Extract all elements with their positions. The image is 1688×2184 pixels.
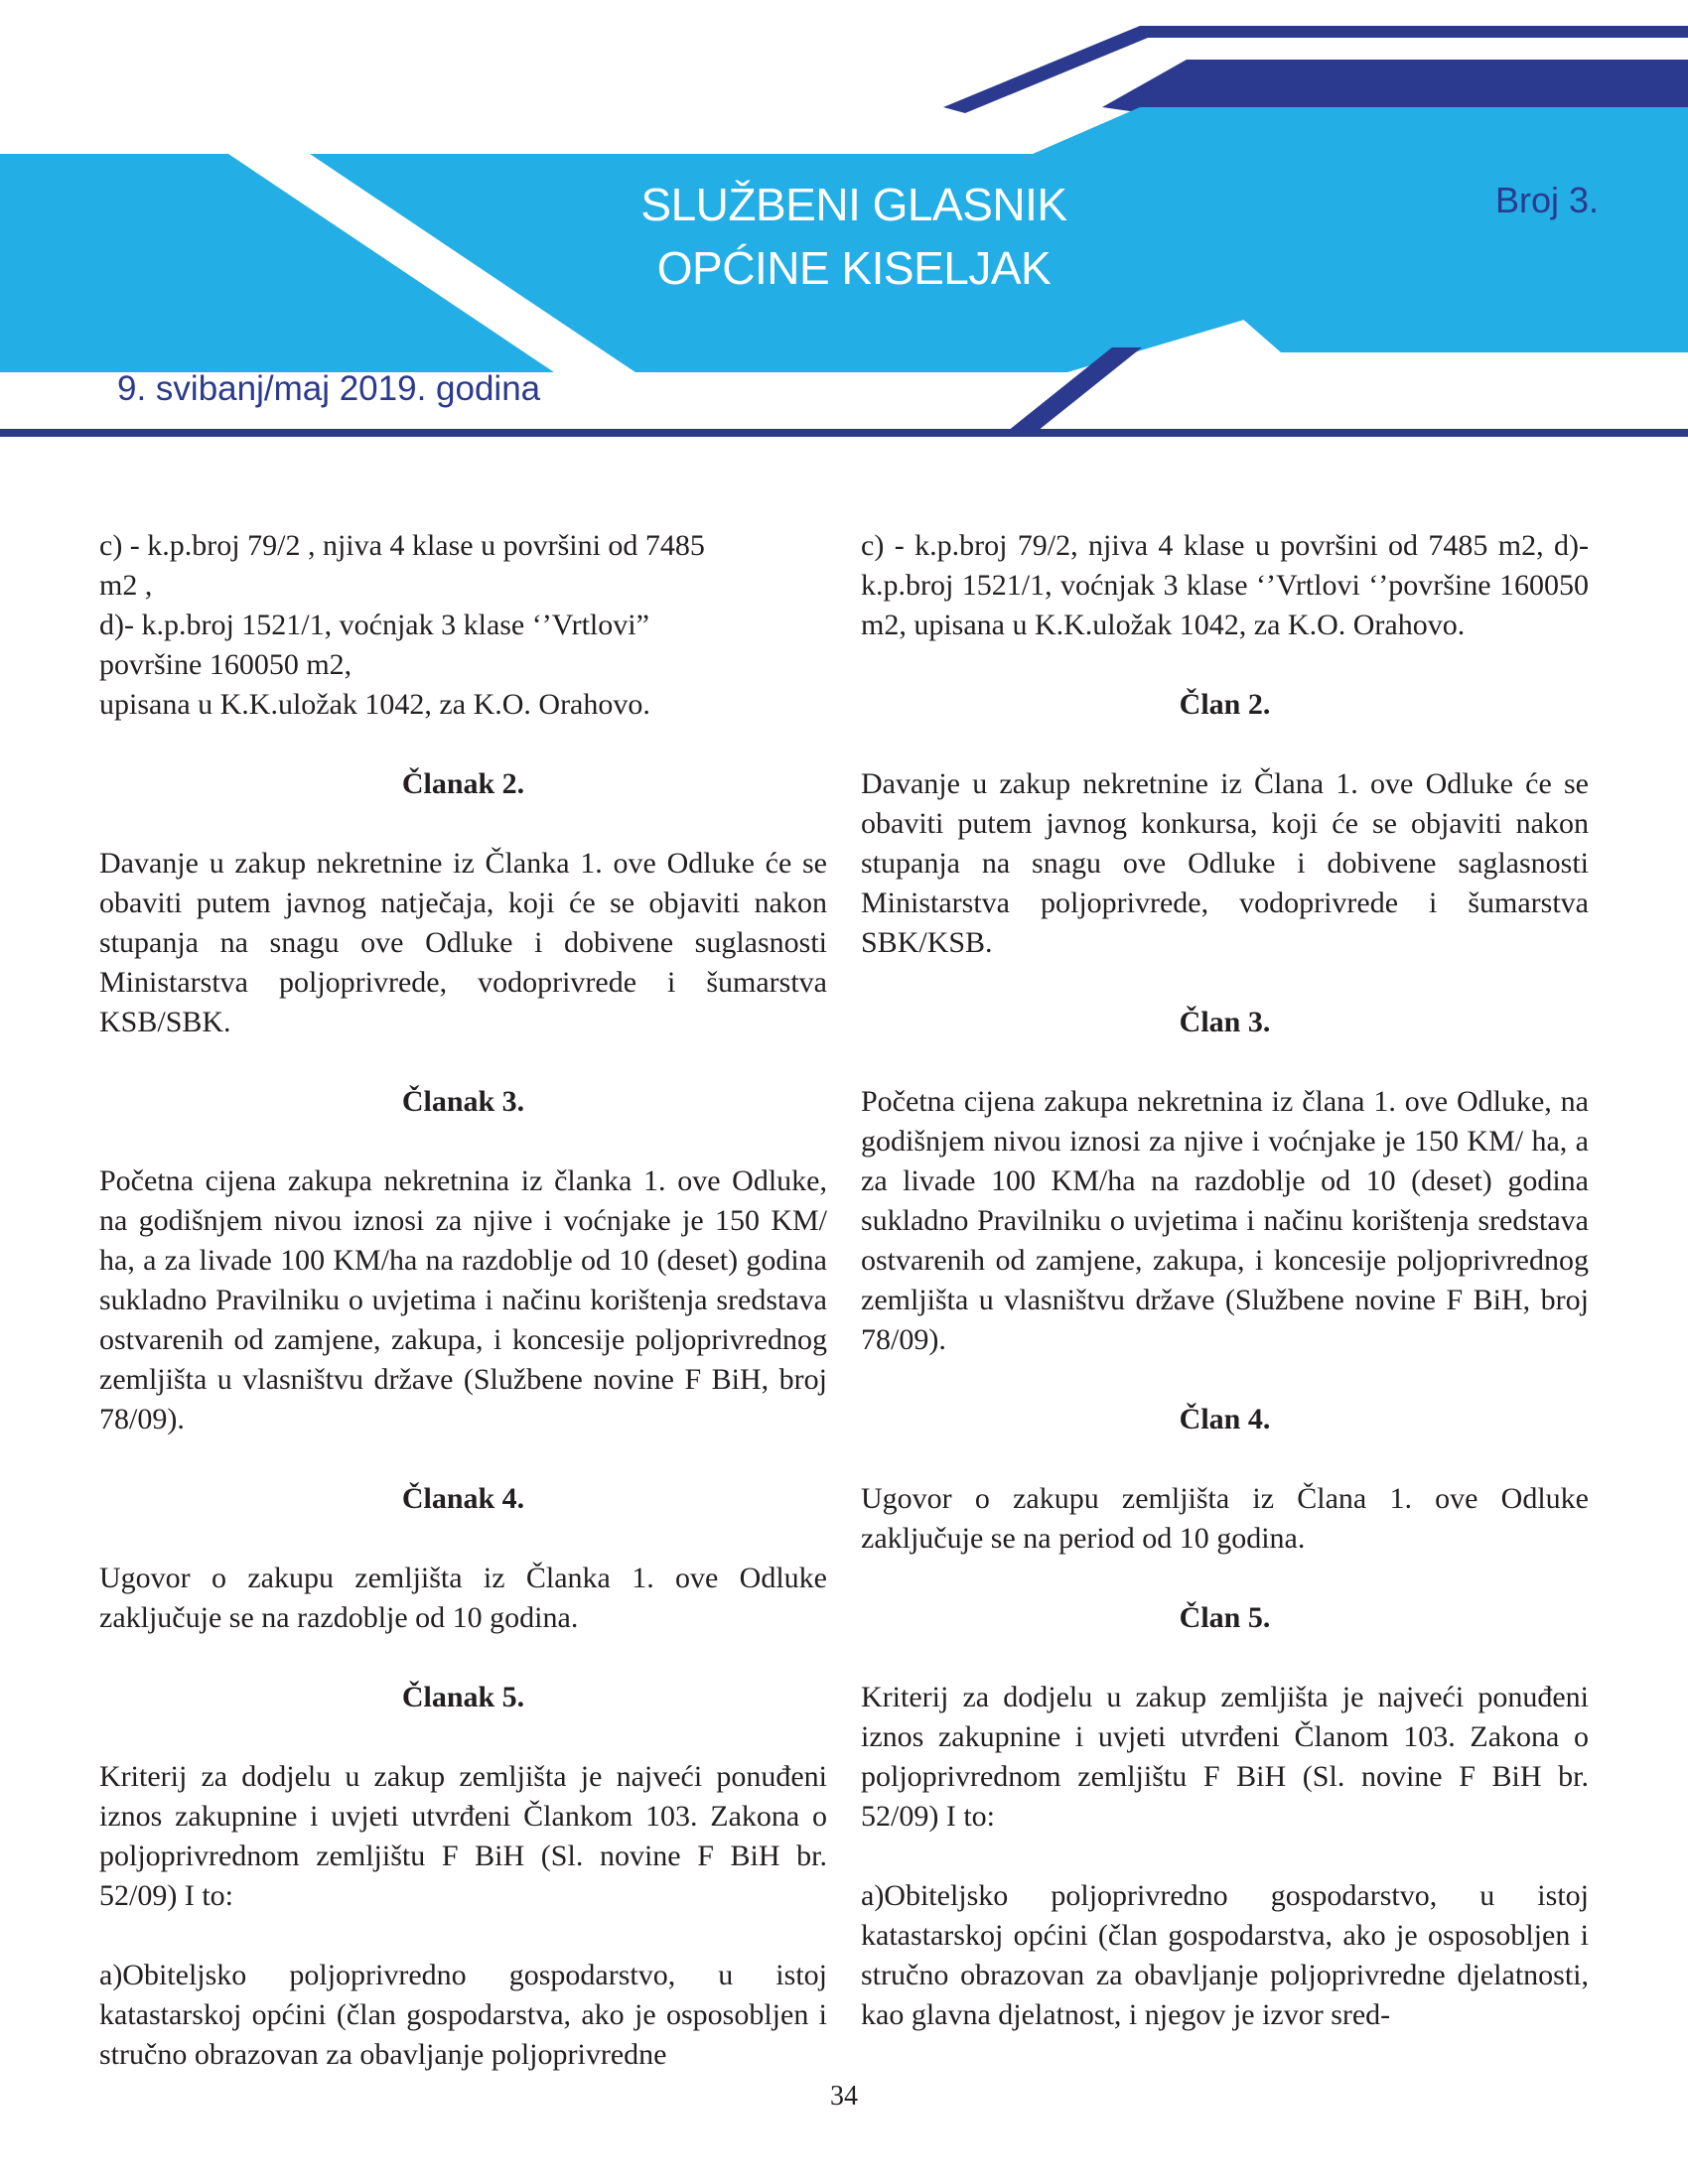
article-heading-4: Članak 4. bbox=[401, 1482, 525, 1515]
article-paragraph-5-item-a: a)Obiteljsko poljoprivredno gospodarstvo, u istoj katastarskoj općini (član gospodarstva, ako je osposobljen i stručno obrazovan za obavljanje poljoprivredne djelatnosti, kao glavna djelatnost, i njegov je izvor sred- bbox=[861, 1879, 1589, 2031]
intro-line: d)- k.p.broj 1521/1, voćnjak 3 klase ‘’Vrtlovi” bbox=[99, 609, 649, 641]
banner-bottom-line bbox=[0, 429, 1688, 437]
intro-line: upisana u K.K.uložak 1042, za K.O. Orahovo. bbox=[99, 688, 650, 721]
article-paragraph-5: Kriterij za dodjelu u zakup zemljišta je najveći ponuđeni iznos zakupnine i uvjeti utvrđeni Članom 103. Zakona o poljoprivrednom zemljištu F BiH (Sl. novine F BiH br. 52/09) I to: bbox=[861, 1681, 1589, 1833]
article-paragraph-4: Ugovor o zakupu zemljišta iz Članka 1. ove Odluke zaključuje se na razdoblje od 10 godina. bbox=[99, 1562, 827, 1634]
intro-line: c) - k.p.broj 79/2 , njiva 4 klase u površini od 7485 bbox=[99, 529, 705, 562]
article-paragraph-3: Početna cijena zakupa nekretnina iz člana 1. ove Odluke, na godišnjem nivou iznosi za njive i voćnjake je 150 KM/ ha, a za livade 100 KM/ha na razdoblje od 10 (deset) godina sukladno Pravilniku o uvjetima i načinu korištenja sredstava ostvarenih od zamjene, zakupa, i koncesije poljoprivrednog zemljišta u vlasništvu države (Službene novine F BiH, broj 78/09). bbox=[861, 1085, 1589, 1356]
masthead-title-line1: SLUŽBENI GLASNIK bbox=[640, 179, 1067, 230]
article-paragraph-5-item-a: a)Obiteljsko poljoprivredno gospodarstvo, u istoj katastarskoj općini (član gospodarstva, ako je osposobljen i stručno obrazovan za obavljanje poljoprivredne bbox=[99, 1959, 827, 2071]
article-heading-3: Članak 3. bbox=[401, 1085, 525, 1118]
right-column-bosnian bbox=[861, 526, 1589, 2035]
intro-line: površine 160050 m2, bbox=[99, 648, 352, 681]
article-heading-3: Član 3. bbox=[1179, 1006, 1271, 1038]
article-heading-5: Član 5. bbox=[1179, 1601, 1271, 1634]
page-number: 34 bbox=[830, 2081, 858, 2112]
article-paragraph-5: Kriterij za dodjelu u zakup zemljišta je najveći ponuđeni iznos zakupnine i uvjeti utvrđeni Člankom 103. Zakona o poljoprivrednom zemljištu F BiH (Sl. novine F BiH br. 52/09) I to: bbox=[99, 1760, 827, 1912]
masthead-title-line2: OPĆINE KISELJAK bbox=[656, 242, 1052, 294]
article-paragraph-4: Ugovor o zakupu zemljišta iz Člana 1. ove Odluke zaključuje se na period od 10 godina. bbox=[861, 1482, 1589, 1555]
intro-line: m2 , bbox=[99, 569, 153, 602]
left-column-croatian bbox=[99, 526, 827, 2075]
issue-date: 9. svibanj/maj 2019. godina bbox=[117, 369, 541, 408]
intro-paragraph: c) - k.p.broj 79/2, njiva 4 klase u površini od 7485 m2, d)- k.p.broj 1521/1, voćnjak 3 klase ‘’Vrtlovi ‘’površine 160050 m2, upisana u K.K.uložak 1042, za K.O. Orahovo. bbox=[861, 529, 1589, 641]
article-paragraph-2: Davanje u zakup nekretnine iz Člana 1. ove Odluke će se obaviti putem javnog konkursa, koji će se objaviti nakon stupanja na snagu ove Odluke i dobivene saglasnosti Ministarstva poljoprivrede, vodoprivrede i šumarstva SBK/KSB. bbox=[861, 767, 1589, 959]
article-heading-5: Članak 5. bbox=[401, 1681, 525, 1713]
article-paragraph-3: Početna cijena zakupa nekretnina iz članka 1. ove Odluke, na godišnjem nivou iznosi za njive i voćnjake je 150 KM/ ha, a za livade 100 KM/ha na razdoblje od 10 (deset) godina sukladno Pravilniku o uvjetima i načinu korištenja sredstava ostvarenih od zamjene, zakupa, i koncesije poljoprivrednog zemljišta u vlasništvu države (Službene novine F BiH, broj 78/09). bbox=[99, 1164, 827, 1435]
issue-number: Broj 3. bbox=[1494, 180, 1599, 220]
banner-light-wedge-right bbox=[1241, 318, 1688, 352]
article-heading-4: Član 4. bbox=[1179, 1403, 1271, 1435]
article-paragraph-2: Davanje u zakup nekretnine iz Članka 1. ove Odluke će se obaviti putem javnog natječaja, koji će se objaviti nakon stupanja na snagu ove Odluke i dobivene suglasnosti Ministarstva poljoprivrede, vodoprivrede i šumarstva KSB/SBK. bbox=[99, 847, 827, 1038]
article-heading-2: Član 2. bbox=[1179, 688, 1271, 721]
article-heading-2: Članak 2. bbox=[401, 767, 525, 800]
